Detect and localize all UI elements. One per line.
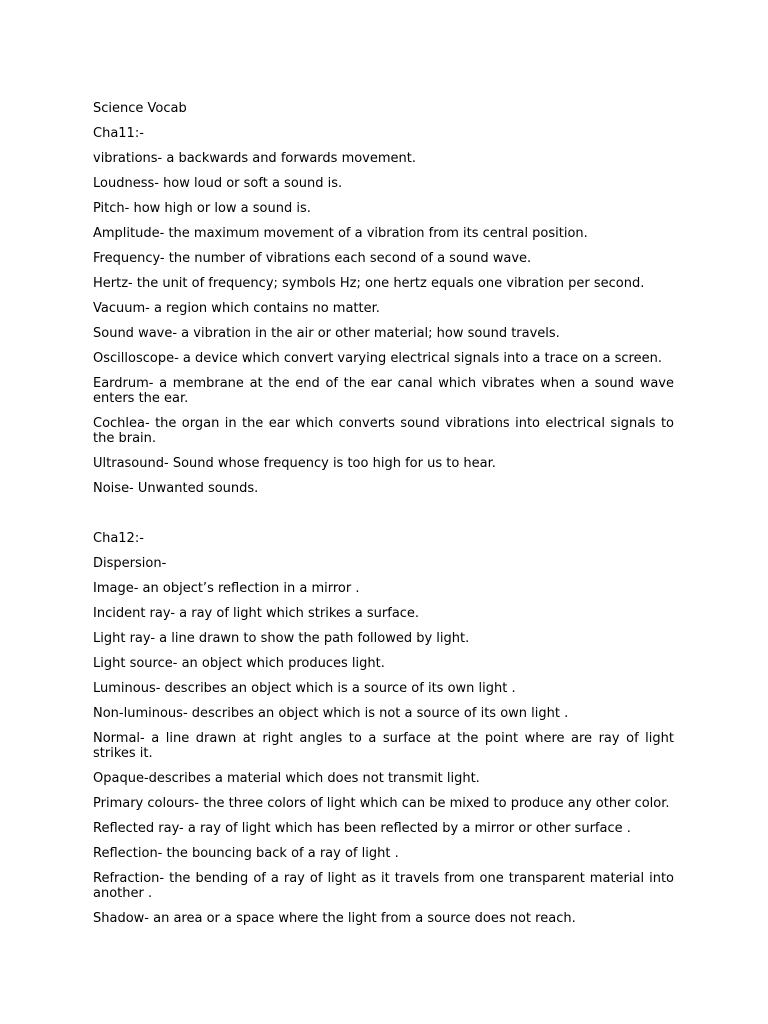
vocab-item: Refraction- the bending of a ray of light as it travels from one transparent material into another .	[93, 871, 674, 901]
vocab-item: Primary colours- the three colors of light which can be mixed to produce any other color.	[93, 796, 670, 811]
vocab-item: Amplitude- the maximum movement of a vibration from its central position.	[93, 226, 588, 241]
vocab-item: Normal- a line drawn at right angles to a surface at the point where are ray of light strikes it.	[93, 731, 674, 761]
document-title: Science Vocab	[93, 101, 187, 116]
vocab-item: Reflection- the bouncing back of a ray of light .	[93, 846, 399, 861]
vocab-item: Luminous- describes an object which is a source of its own light .	[93, 681, 516, 696]
vocab-item: Sound wave- a vibration in the air or other material; how sound travels.	[93, 326, 560, 341]
vocab-item: Opaque-describes a material which does not transmit light.	[93, 771, 480, 786]
vocab-item: Dispersion-	[93, 556, 167, 571]
vocab-item: Shadow- an area or a space where the light from a source does not reach.	[93, 911, 576, 926]
vocab-item: Eardrum- a membrane at the end of the ear canal which vibrates when a sound wave enters the ear.	[93, 376, 674, 406]
vocab-item: Oscilloscope- a device which convert varying electrical signals into a trace on a screen.	[93, 351, 662, 366]
vocab-item: Reflected ray- a ray of light which has been reflected by a mirror or other surface .	[93, 821, 631, 836]
vocab-item: vibrations- a backwards and forwards movement.	[93, 151, 417, 166]
vocab-item: Light ray- a line drawn to show the path followed by light.	[93, 631, 470, 646]
vocab-item: Non-luminous- describes an object which is not a source of its own light .	[93, 706, 569, 721]
vocab-item: Frequency- the number of vibrations each second of a sound wave.	[93, 251, 532, 266]
document-body	[93, 101, 674, 926]
vocab-item: Pitch- how high or low a sound is.	[93, 201, 311, 216]
vocab-item: Loudness- how loud or soft a sound is.	[93, 176, 343, 191]
vocab-item: Hertz- the unit of frequency; symbols Hz; one hertz equals one vibration per second.	[93, 276, 645, 291]
vocab-item: Incident ray- a ray of light which strikes a surface.	[93, 606, 420, 621]
vocab-item: Cochlea- the organ in the ear which converts sound vibrations into electrical signals to the brain.	[93, 416, 674, 446]
vocab-item: Ultrasound- Sound whose frequency is too high for us to hear.	[93, 456, 496, 471]
vocab-item: Vacuum- a region which contains no matter.	[93, 301, 380, 316]
chapter-11-heading: Cha11:-	[93, 126, 144, 141]
chapter-12-heading: Cha12:-	[93, 531, 144, 546]
vocab-item: Image- an object’s reflection in a mirror .	[93, 581, 360, 596]
vocab-item: Noise- Unwanted sounds.	[93, 481, 259, 496]
vocab-item: Light source- an object which produces light.	[93, 656, 385, 671]
